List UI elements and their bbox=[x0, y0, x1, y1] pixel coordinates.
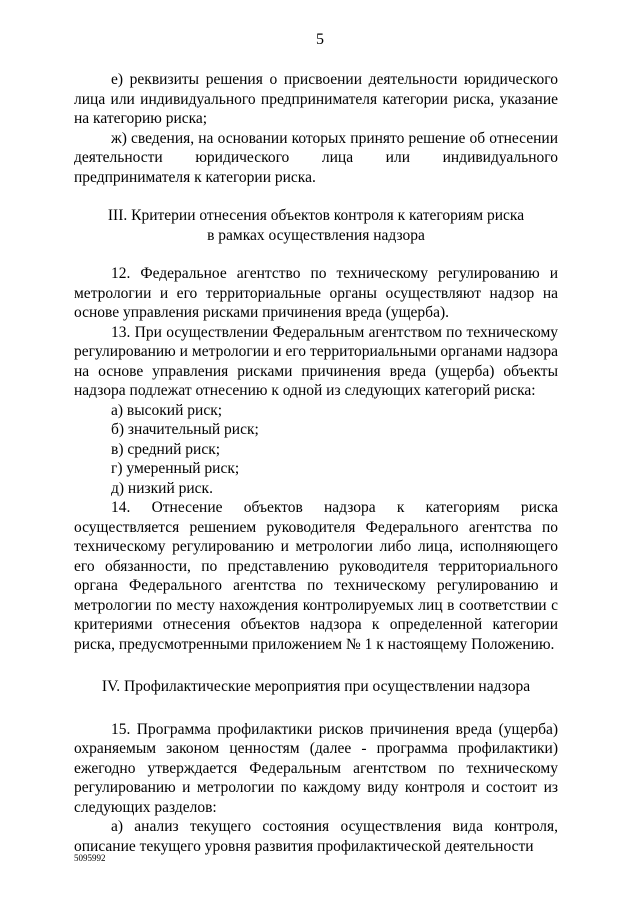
paragraph-13: 13. При осуществлении Федеральным агентством по техническому регулированию и метрологии и его территориальными органами надзора на основе управления рисками причинения вреда (ущерба) объекты надзора подлежат отнесению к одной из следующих категорий риска: bbox=[74, 323, 558, 399]
paragraph-12: 12. Федеральное агентство по техническому регулированию и метрологии и его территориальные органы осуществляют надзор на основе управления рисками причинения вреда (ущерба). bbox=[74, 265, 558, 321]
spacer bbox=[74, 697, 558, 720]
spacer bbox=[74, 187, 558, 206]
risk-category-item: б) значительный риск; bbox=[111, 421, 259, 438]
paragraph-zh: ж) сведения, на основании которых принято решение об отнесении деятельности юридического лица или индивидуального предпринимателя к категории риска. bbox=[74, 129, 558, 186]
paragraph-14: 14. Отнесение объектов надзора к категориям риска осуществляется решением руководителя Федерального агентства по техническому регулированию и метрологии либо лица, исполняющего его обязанности, по представлению руководителя территориального органа Федерального агентства по техническому регулированию и метрологии по месту нахождения контролируемых лиц в соответствии с критериями отнесения объектов надзора к определенной категории риска, предусмотренными приложением № 1 к настоящему Положению. bbox=[74, 499, 558, 653]
spacer bbox=[74, 245, 558, 264]
section-heading-4: IV. Профилактические мероприятия при осуществлении надзора bbox=[101, 678, 531, 695]
risk-category-item: а) высокий риск; bbox=[111, 401, 223, 419]
section-heading-3-line-1: III. Критерии отнесения объектов контроля к категориям риска bbox=[107, 207, 525, 224]
document-body bbox=[74, 70, 558, 856]
spacer bbox=[74, 654, 558, 677]
paragraph-15: 15. Программа профилактики рисков причинения вреда (ущерба) охраняемым законом ценностям (далее - программа профилактики) ежегодно утверждается Федеральным агентством по техническому регулированию и метрологии по каждому виду контроля и состоит из следующих разделов: bbox=[74, 720, 558, 816]
page-number: 5 bbox=[316, 31, 324, 48]
risk-category-item: д) низкий риск. bbox=[111, 479, 213, 497]
section-heading-3-line-2: в рамках осуществления надзора bbox=[207, 226, 425, 244]
paragraph-15a: а) анализ текущего состояния осуществления вида контроля, описание текущего уровня развития профилактической деятельности bbox=[74, 818, 558, 855]
document-code: 5095992 bbox=[74, 853, 106, 863]
paragraph-e: е) реквизиты решения о присвоении деятельности юридического лица или индивидуального предпринимателя категории риска, указание на категорию риска; bbox=[74, 71, 558, 127]
risk-category-item: в) средний риск; bbox=[111, 440, 221, 458]
risk-category-item: г) умеренный риск; bbox=[111, 460, 240, 477]
